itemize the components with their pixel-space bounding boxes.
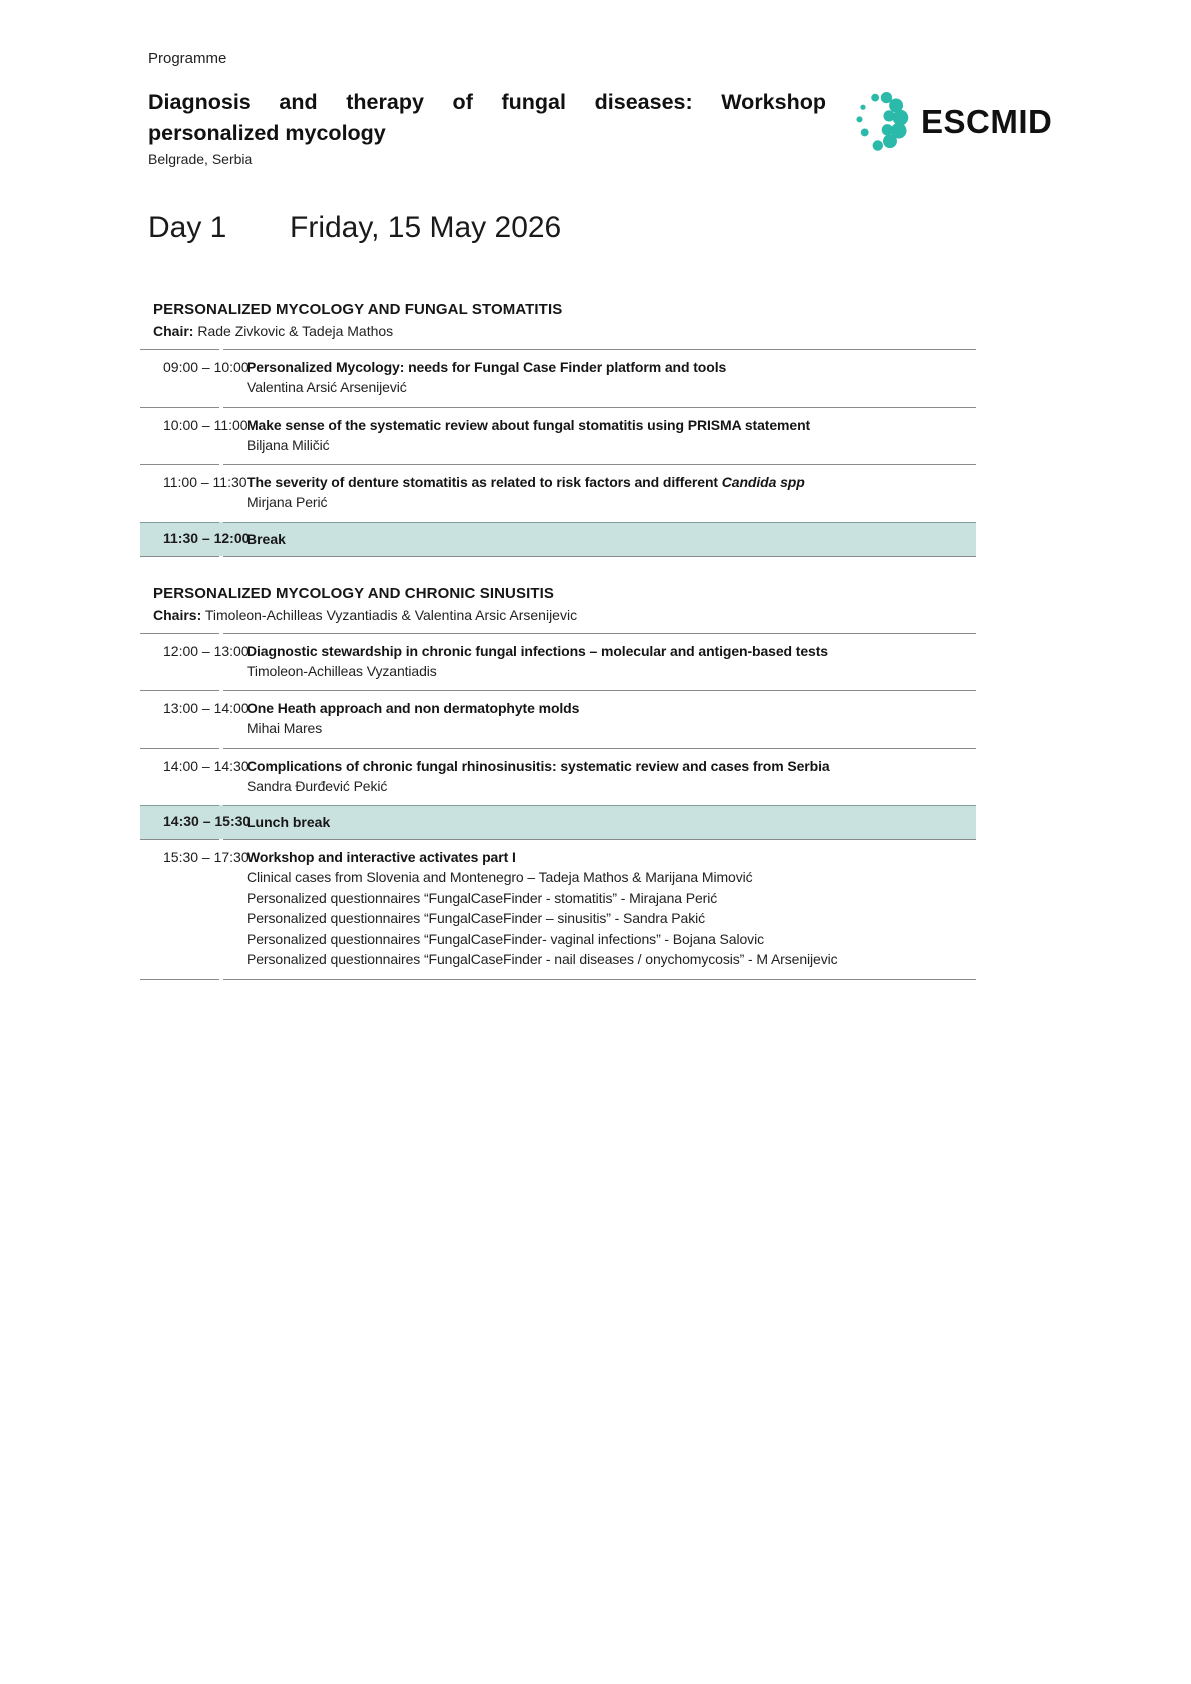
section-heading: PERSONALIZED MYCOLOGY AND FUNGAL STOMATITIS xyxy=(153,301,563,318)
session-title-text: The severity of denture stomatitis as related to risk factors and different xyxy=(247,474,722,490)
session-content xyxy=(223,633,976,691)
session-time: 09:00 – 10:00 xyxy=(140,349,219,407)
session-title: One Heath approach and non dermatophyte molds xyxy=(247,700,580,716)
session-title-italic: Candida spp xyxy=(721,474,805,490)
break-row xyxy=(140,522,976,556)
session-detail-line: Personalized questionnaires “FungalCaseFinder - nail diseases / onychomycosis” - M Arsenijevic xyxy=(247,951,838,967)
session-time: 12:00 – 13:00 xyxy=(140,633,219,691)
day-date: Friday, 15 May 2026 xyxy=(290,211,562,244)
chairs-names: Rade Zivkovic & Tadeja Mathos xyxy=(197,323,394,339)
escmid-logo-text: ESCMID xyxy=(921,103,1053,140)
session-table xyxy=(140,633,976,980)
session-title xyxy=(247,473,964,492)
section-heading: PERSONALIZED MYCOLOGY AND CHRONIC SINUSITIS xyxy=(153,584,554,602)
session-title: Personalized Mycology: needs for Fungal Case Finder platform and tools xyxy=(247,359,727,375)
session-title: Make sense of the systematic review about fungal stomatitis using PRISMA statement xyxy=(247,416,811,433)
session-content xyxy=(223,349,976,407)
session-detail-line: Personalized questionnaires “FungalCaseFinder – sinusitis” - Sandra Pakić xyxy=(247,910,706,926)
chairs-label: Chair: xyxy=(153,323,194,339)
session-time: 14:30 – 15:30 xyxy=(140,805,219,839)
session-title: Complications of chronic fungal rhinosinusitis: systematic review and cases from Serbia xyxy=(247,757,830,774)
session-time: 10:00 – 11:00 xyxy=(140,407,219,465)
session-row xyxy=(140,407,976,465)
break-label: Break xyxy=(247,530,286,547)
session-time: 11:30 – 12:00 xyxy=(140,522,219,556)
session-content xyxy=(223,407,976,465)
page-title-line1: Diagnosis and therapy of fungal diseases: Workshop xyxy=(148,90,826,114)
session-row xyxy=(140,349,976,407)
session-row xyxy=(140,464,976,522)
session-time: 15:30 – 17:30 xyxy=(140,839,219,979)
session-content xyxy=(223,805,976,839)
day-heading xyxy=(148,211,976,245)
break-label: Lunch break xyxy=(247,814,331,830)
break-row xyxy=(140,805,976,839)
session-title: Diagnostic stewardship in chronic fungal infections – molecular and antigen-based tests xyxy=(247,642,828,659)
session-time: 13:00 – 14:00 xyxy=(140,690,219,748)
session-time: 14:00 – 14:30 xyxy=(140,748,219,806)
session-row xyxy=(140,748,976,806)
table-bottom-border xyxy=(140,979,976,980)
session-row xyxy=(140,839,976,979)
session-content xyxy=(223,839,976,979)
session-speaker: Mihai Mares xyxy=(247,720,323,736)
escmid-logo xyxy=(856,90,1052,154)
section-chairs xyxy=(153,607,976,624)
section-chairs xyxy=(153,323,976,340)
session-title: Workshop and interactive activates part I xyxy=(247,849,516,865)
table-bottom-border xyxy=(140,556,976,557)
day-label: Day 1 xyxy=(148,211,227,244)
session-content xyxy=(223,464,976,522)
page-title-line2: personalized mycology xyxy=(148,121,386,145)
session-detail-line: Personalized questionnaires “FungalCaseFinder- vaginal infections” - Bojana Salovic xyxy=(247,930,764,947)
programme-section xyxy=(140,301,976,557)
escmid-dots-icon xyxy=(856,90,910,154)
session-speaker: Biljana Miličić xyxy=(247,436,330,453)
session-speaker: Timoleon-Achilleas Vyzantiadis xyxy=(247,662,437,679)
programme-section xyxy=(140,585,976,980)
session-detail-line: Personalized questionnaires “FungalCaseFinder - stomatitis” - Mirajana Perić xyxy=(247,889,718,906)
session-row xyxy=(140,690,976,748)
schedule xyxy=(140,301,976,980)
session-speaker: Sandra Đurđević Pekić xyxy=(247,777,388,794)
chairs-label: Chairs: xyxy=(153,606,202,623)
session-speaker: Valentina Arsić Arsenijević xyxy=(247,379,407,395)
session-speaker: Mirjana Perić xyxy=(247,494,328,510)
programme-label: Programme xyxy=(148,50,227,67)
chairs-names: Timoleon-Achilleas Vyzantiadis & Valentina Arsic Arsenijevic xyxy=(204,606,578,623)
programme-page xyxy=(0,0,976,980)
session-content xyxy=(223,690,976,748)
page-title xyxy=(148,87,826,149)
session-table xyxy=(140,349,976,557)
event-location: Belgrade, Serbia xyxy=(148,151,253,167)
session-detail-line: Clinical cases from Slovenia and Montenegro – Tadeja Mathos & Marijana Mimović xyxy=(247,869,753,885)
session-row xyxy=(140,633,976,691)
session-content xyxy=(223,748,976,806)
session-time: 11:00 – 11:30 xyxy=(140,464,219,522)
session-content xyxy=(223,522,976,556)
